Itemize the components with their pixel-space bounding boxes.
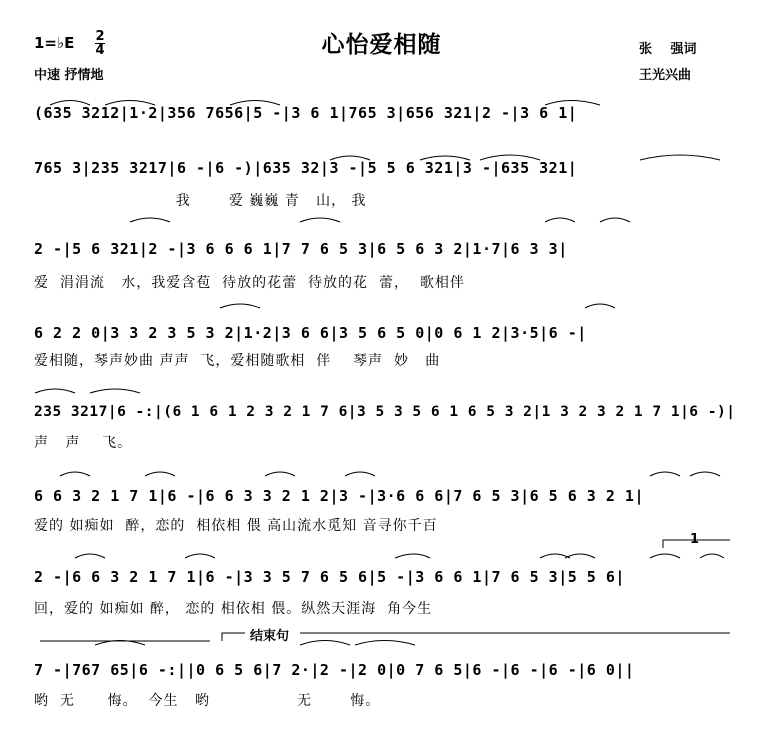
score-line-2-notes: 765 3|235 3217|6 -|6 -)|635 32|3 -|5 5 6 321|3 -|635 321| [34,159,578,177]
slur [60,472,90,476]
slur [35,389,75,393]
score-line-5-notes: 235 3217|6 -:|(6 1 6 1 2 3 2 1 7 6|3 5 3 5 6 1 6 5 3 2|1 3 2 3 2 1 7 1|6 -)| [34,404,736,420]
slur [585,304,615,308]
volta-number: 1 [690,532,700,547]
slur [690,472,720,476]
slur [600,218,630,222]
meter-top: 2 [95,29,105,44]
score-line-4-lyrics: 爱相随，琴声妙曲 声声 飞，爱相随歌相 伴 琴声 妙 曲 [34,353,441,369]
slur [75,554,105,558]
score-line-7-notes: 2 -|6 6 3 2 1 7 1|6 -|3 3 5 7 6 5 6|5 -|3 6 6 1|7 6 5 3|5 5 6| [34,568,625,586]
score-line-5-lyrics: 声 声 飞。 [34,435,133,451]
slur [545,218,575,222]
slur [90,389,140,393]
slur [300,218,340,222]
score-line-1-notes: (635 3212|1·2|356 7656|5 -|3 6 1|765 3|656 321|2 -|3 6 1| [34,104,578,122]
slur [700,554,724,558]
slur [145,472,175,476]
score-line-7-lyrics: 回，爱的 如痴如 醉， 恋的 相依相 偎。纵然天涯海 角今生 [34,601,433,617]
slur [265,472,295,476]
slur [345,472,375,476]
lyricist-credit: 张 强词 [639,42,697,57]
slur [650,472,680,476]
meter-bottom: 4 [95,43,105,58]
composer-credit: 王光兴曲 [639,68,692,83]
score-line-4-notes: 6 2 2 0|3 3 2 3 5 3 2|1·2|3 6 6|3 5 6 5 0|0 6 1 2|3·5|6 -| [34,324,587,342]
coda-bracket-left [222,633,245,641]
slur [640,155,720,160]
song-title: 心怡爱相随 [321,32,442,58]
score-line-8-notes: 7 -|767 65|6 -:||0 6 5 6|7 2·|2 -|2 0|0 7 6 5|6 -|6 -|6 -|6 0|| [34,661,635,679]
slur [185,554,215,558]
slur [395,554,430,558]
slur [130,218,170,222]
score-line-8-lyrics: 哟 无 悔。 今生 哟 无 悔。 [34,693,381,709]
coda-label: 结束句 [250,629,290,644]
score-line-3-lyrics: 爱 涓涓流 水，我爱含苞 待放的花蕾 待放的花 蕾， 歌相伴 [34,275,465,291]
slur [650,554,680,558]
score-line-3-notes: 2 -|5 6 321|2 -|3 6 6 6 1|7 7 6 5 3|6 5 6 3 2|1·7|6 3 3| [34,240,568,258]
score-line-6-notes: 6 6 3 2 1 7 1|6 -|6 6 3 3 2 1 2|3 -|3·6 6 6|7 6 5 3|6 5 6 3 2 1| [34,487,644,505]
tempo-marking: 中速 抒情地 [34,68,104,83]
key-signature: 1=♭E [34,34,75,52]
score-line-2-lyrics: 我 爱 巍巍 青 山， 我 [34,193,367,209]
slur [355,641,415,646]
slur [300,641,350,646]
score-line-6-lyrics: 爱的 如痴如 醉，恋的 相依相 偎 高山流水觅知 音寻你千百 [34,518,438,534]
slur [220,304,260,308]
